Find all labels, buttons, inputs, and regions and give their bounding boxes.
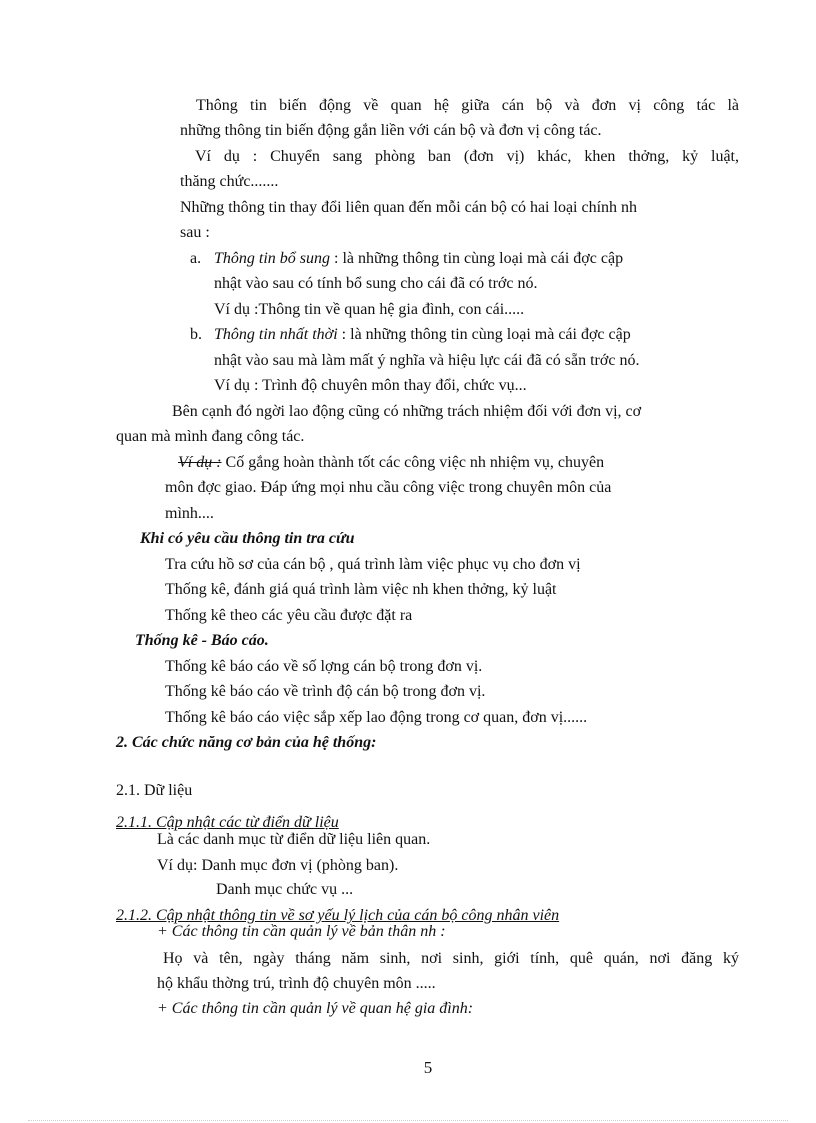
paragraph-line: Thông tin biến động về quan hệ giữa cán bộ và đơn vị công tác là bbox=[196, 97, 739, 114]
example-label: Ví dụ : bbox=[178, 454, 222, 471]
paragraph-line: nhật vào sau có tính bổ sung cho cái đã có trớc nó. bbox=[214, 275, 538, 292]
paragraph-line: quan mà mình đang công tác. bbox=[116, 428, 305, 445]
paragraph-line: môn đợc giao. Đáp ứng mọi nhu cầu công việc trong chuyên môn của bbox=[165, 479, 612, 496]
list-marker-a: a. bbox=[190, 250, 202, 267]
list-item: Thống kê báo cáo về số lợng cán bộ trong đơn vị. bbox=[165, 658, 483, 675]
example-line: Ví dụ: Danh mục đơn vị (phòng ban). bbox=[157, 857, 399, 874]
list-marker-b: b. bbox=[190, 326, 202, 343]
list-item: Thống kê, đánh giá quá trình làm việc nh khen thởng, kỷ luật bbox=[165, 581, 557, 598]
list-item-a: Thông tin bổ sung : là những thông tin cùng loại mà cái đợc cập bbox=[214, 250, 624, 267]
list-item-b: Thông tin nhất thời : là những thông tin cùng loại mà cái đợc cập bbox=[214, 326, 631, 343]
subheading-lookup: Khi có yêu cầu thông tin tra cứu bbox=[140, 530, 355, 547]
paragraph-line: nhật vào sau mà làm mất ý nghĩa và hiệu lực cái đã có sẵn trớc nó. bbox=[214, 352, 640, 369]
bullet-line: + Các thông tin cần quản lý về quan hệ gia đình: bbox=[157, 1000, 474, 1017]
subsection-heading: 2.1. Dữ liệu bbox=[116, 782, 193, 799]
paragraph-line: hộ khẩu thờng trú, trình độ chuyên môn ..... bbox=[157, 975, 436, 992]
paragraph-line: Những thông tin thay đổi liên quan đến mỗi cán bộ có hai loại chính nh bbox=[180, 199, 638, 216]
term-temporary: Thông tin nhất thời bbox=[214, 326, 338, 343]
paragraph-line: thăng chức....... bbox=[180, 173, 279, 190]
example-line: Ví dụ : Cố gắng hoàn thành tốt các công việc nh nhiệm vụ, chuyên bbox=[178, 454, 605, 471]
paragraph-line: Ví dụ : Chuyển sang phòng ban (đơn vị) khác, khen thởng, kỷ luật, bbox=[195, 148, 739, 165]
paragraph-line: những thông tin biến động gắn liền với cán bộ và đơn vị công tác. bbox=[180, 122, 602, 139]
paragraph-line: Là các danh mục từ điển dữ liệu liên quan. bbox=[157, 831, 431, 848]
example-line: Ví dụ :Thông tin về quan hệ gia đình, con cái..... bbox=[214, 301, 525, 318]
term-supplementary: Thông tin bổ sung bbox=[214, 250, 331, 267]
list-item: Thống kê báo cáo việc sắp xếp lao động trong cơ quan, đơn vị...... bbox=[165, 709, 588, 726]
list-item: Tra cứu hồ sơ của cán bộ , quá trình làm việc phục vụ cho đơn vị bbox=[165, 556, 581, 573]
section-heading: 2. Các chức năng cơ bản của hệ thống: bbox=[116, 734, 377, 751]
list-item: Thống kê báo cáo về trình độ cán bộ trong đơn vị. bbox=[165, 683, 486, 700]
example-line: Danh mục chức vụ ... bbox=[216, 881, 354, 898]
paragraph-line: Họ và tên, ngày tháng năm sinh, nơi sinh, giới tính, quê quán, nơi đăng ký bbox=[163, 950, 739, 967]
paragraph-line: Bên cạnh đó ngời lao động cũng có những trách nhiệm đối với đơn vị, cơ bbox=[172, 403, 642, 420]
list-item: Thống kê theo các yêu cầu được đặt ra bbox=[165, 607, 413, 624]
paragraph-line: sau : bbox=[180, 224, 210, 241]
subsection-heading-212: 2.1.2. Cập nhật thông tin về sơ yếu lý lịch của cán bộ công nhân viên bbox=[116, 907, 560, 924]
paragraph-line: mình.... bbox=[165, 505, 214, 522]
subsection-heading-211: 2.1.1. Cập nhật các từ điển dữ liệu bbox=[116, 814, 339, 831]
subheading-report: Thống kê - Báo cáo. bbox=[135, 632, 269, 649]
bullet-line: + Các thông tin cần quản lý về bản thân nh : bbox=[157, 923, 446, 940]
example-line: Ví dụ : Trình độ chuyên môn thay đổi, chức vụ... bbox=[214, 377, 527, 394]
page-number: 5 bbox=[423, 1058, 433, 1077]
page-bottom-divider bbox=[28, 1120, 788, 1121]
